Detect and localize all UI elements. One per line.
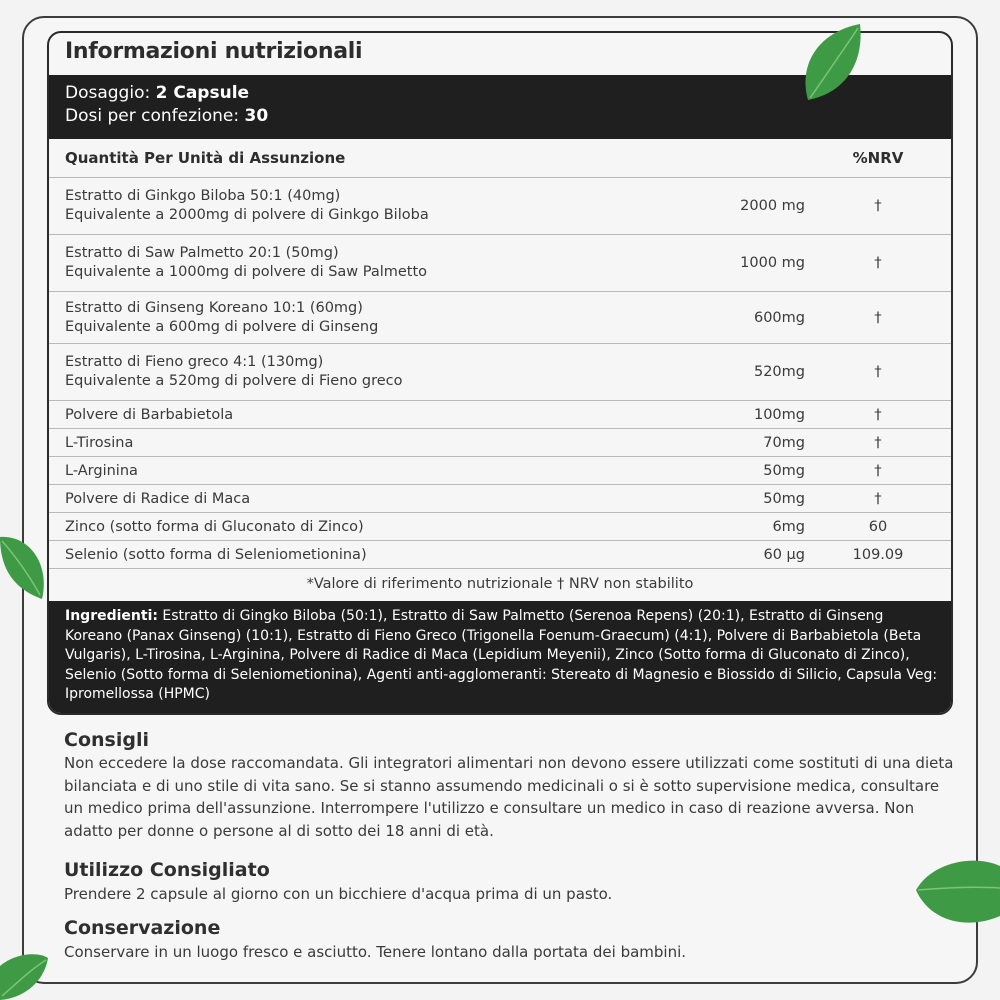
row-name-line1: Estratto di Fieno greco 4:1 (130mg) — [65, 354, 324, 370]
table-header — [49, 139, 951, 178]
row-nrv: † — [805, 235, 951, 292]
row-nrv: † — [805, 178, 951, 235]
conservazione-title: Conservazione — [64, 917, 221, 939]
table-row — [49, 292, 951, 344]
row-name: Zinco (sotto forma di Gluconato di Zinco) — [49, 513, 625, 541]
row-name: L-Tirosina — [49, 429, 625, 457]
row-nrv: † — [805, 344, 951, 401]
dosage-label: Dosaggio: — [65, 83, 156, 103]
row-name — [49, 344, 625, 401]
table-row — [49, 344, 951, 401]
row-amount: 50mg — [625, 485, 805, 513]
row-name: Polvere di Barbabietola — [49, 401, 625, 429]
row-amount: 100mg — [625, 401, 805, 429]
row-amount: 600mg — [625, 292, 805, 344]
row-name-line2: Equivalente a 1000mg di polvere di Saw Palmetto — [65, 264, 428, 280]
row-amount: 1000 mg — [625, 235, 805, 292]
table-row — [49, 401, 951, 429]
row-name-line1: Estratto di Ginkgo Biloba 50:1 (40mg) — [65, 188, 341, 204]
row-nrv: 60 — [805, 513, 951, 541]
dosage-value: 2 Capsule — [155, 83, 250, 103]
utilizzo-section — [64, 859, 959, 906]
nutrition-card — [47, 31, 953, 715]
row-nrv: † — [805, 485, 951, 513]
conservazione-text: Conservare in un luogo fresco e asciutto. Tenere lontano dalla portata dei bambini. — [64, 943, 687, 961]
conservazione-section — [64, 917, 959, 964]
row-amount: 520mg — [625, 344, 805, 401]
row-amount: 2000 mg — [625, 178, 805, 235]
table-row — [49, 429, 951, 457]
doses-line — [65, 105, 935, 128]
consigli-text: Non eccedere la dose raccomandata. Gli integratori alimentari non devono essere utilizzati come sostituti di una dieta bilanciata e di uno stile di vita sano. Se si stanno assumendo medicinali o si è sotto supervisione medica, consultare un medico prima dell'assunzione. Interrompere l'utilizzo e consultare un medico in caso di reazione avversa. Non adatto per donne o persone al di sotto dei 18 anni di età. — [64, 754, 954, 840]
ingredients-label: Ingredienti: — [65, 608, 158, 624]
row-name-line1: Estratto di Ginseng Koreano 10:1 (60mg) — [65, 299, 363, 316]
row-amount: 50mg — [625, 457, 805, 485]
row-name: Polvere di Radice di Maca — [49, 485, 625, 513]
doses-label: Dosi per confezione: — [65, 106, 245, 126]
header-amount — [625, 139, 805, 178]
table-row — [49, 235, 951, 292]
leaf-icon — [0, 948, 50, 1000]
leaf-icon — [912, 856, 1000, 928]
ingredients-band — [49, 601, 951, 715]
row-name-line2: Equivalente a 600mg di polvere di Ginseng — [65, 318, 379, 335]
nrv-footnote: *Valore di riferimento nutrizionale † NRV non stabilito — [306, 576, 694, 592]
utilizzo-text: Prendere 2 capsule al giorno con un bicchiere d'acqua prima di un pasto. — [64, 885, 613, 903]
header-nrv: %NRV — [805, 139, 951, 178]
row-name-line2: Equivalente a 520mg di polvere di Fieno greco — [65, 373, 403, 389]
row-nrv: † — [805, 457, 951, 485]
consigli-title: Consigli — [64, 729, 149, 751]
row-nrv: † — [805, 401, 951, 429]
row-name — [49, 178, 625, 235]
row-name: Selenio (sotto forma di Seleniometionina) — [49, 541, 625, 569]
consigli-section — [64, 729, 959, 842]
row-amount: 70mg — [625, 429, 805, 457]
leaf-icon — [798, 20, 866, 106]
row-nrv: † — [805, 292, 951, 344]
nutrition-table — [49, 139, 951, 569]
row-name — [49, 292, 625, 344]
row-name — [49, 235, 625, 292]
table-row — [49, 485, 951, 513]
leaf-icon — [0, 525, 50, 605]
card-title: Informazioni nutrizionali — [65, 39, 363, 64]
table-row — [49, 541, 951, 569]
row-amount: 6mg — [625, 513, 805, 541]
row-name: L-Arginina — [49, 457, 625, 485]
row-nrv: † — [805, 429, 951, 457]
row-nrv: 109.09 — [805, 541, 951, 569]
header-name: Quantità Per Unità di Assunzione — [49, 139, 625, 178]
table-row — [49, 457, 951, 485]
table-row — [49, 178, 951, 235]
ingredients-text: Estratto di Gingko Biloba (50:1), Estratto di Saw Palmetto (Serenoa Repens) (20:1), Estratto di Ginseng Koreano (Panax Ginseng) (10:1), Estratto di Fieno Greco (Trigonella Foenum-Graecum) (4:1), Polvere di Barbabietola (Beta Vulgaris), L-Tirosina, L-Arginina, Polvere di Radice di Maca (Lepidium Meyenii), Zinco (Sotto forma di Gluconato di Zinco), Selenio (Sotto forma di Seleniometionina), Agenti anti-agglomeranti: Stereato di Magnesio e Biossido di Silicio, Capsula Veg: Ipromellossa (HPMC) — [65, 608, 938, 703]
doses-value: 30 — [244, 106, 269, 126]
row-name-line2: Equivalente a 2000mg di polvere di Ginkgo Biloba — [65, 207, 429, 223]
table-row — [49, 513, 951, 541]
utilizzo-title: Utilizzo Consigliato — [64, 859, 270, 881]
row-name-line1: Estratto di Saw Palmetto 20:1 (50mg) — [65, 245, 339, 261]
row-amount: 60 µg — [625, 541, 805, 569]
